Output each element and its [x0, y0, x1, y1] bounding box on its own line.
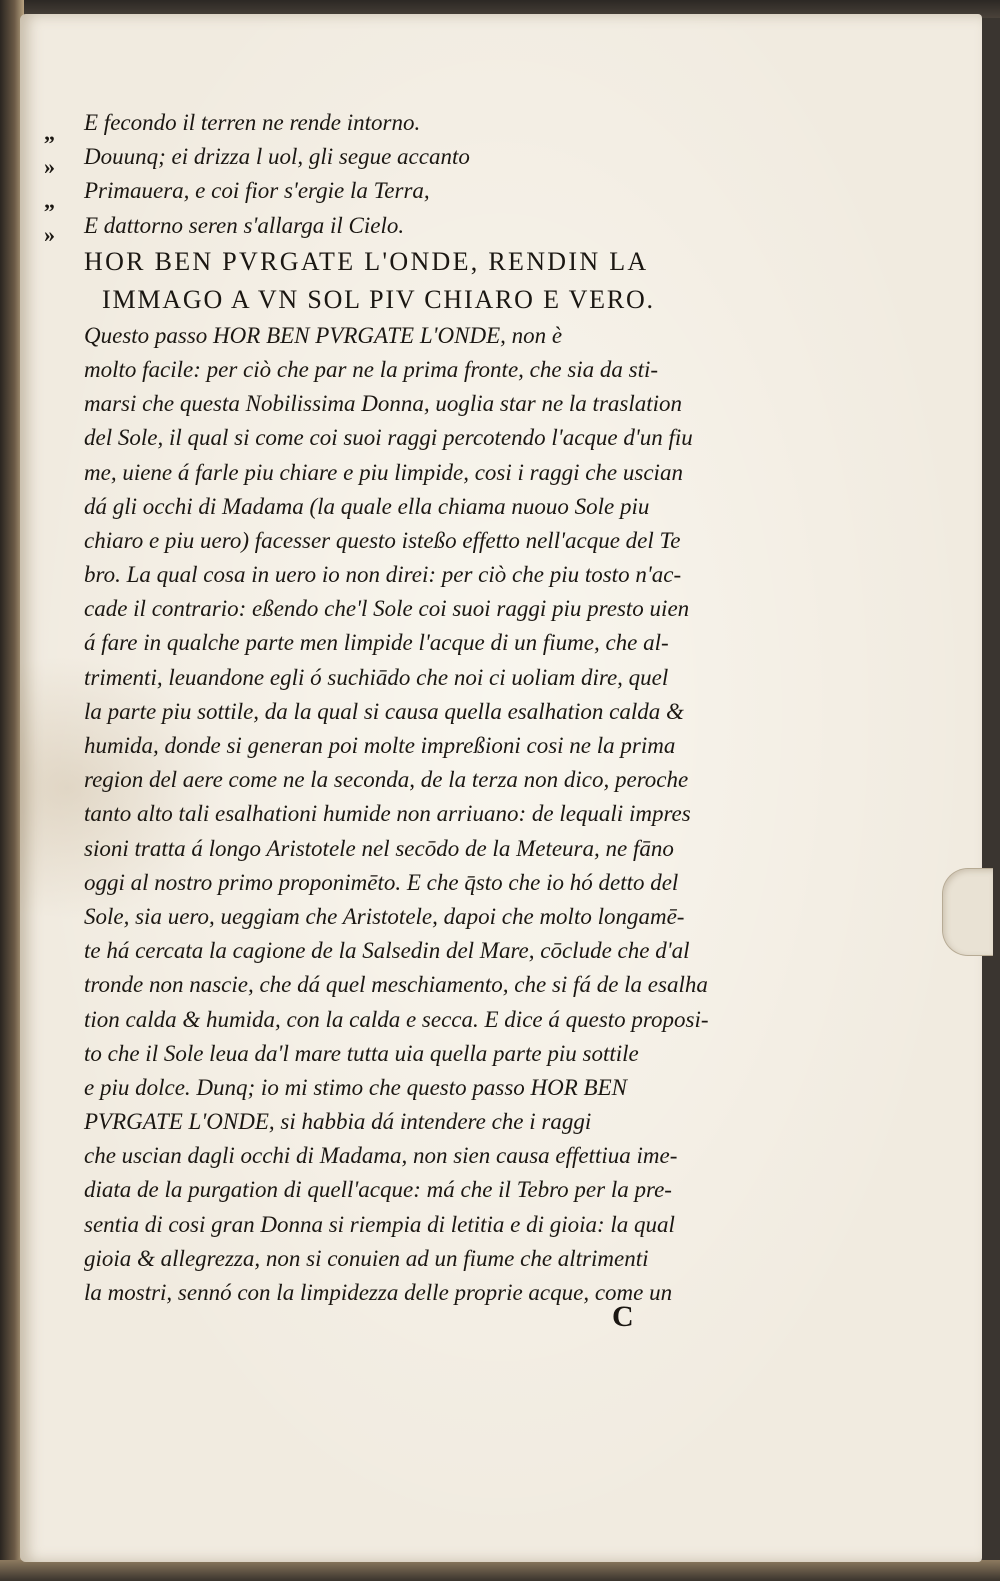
verse-line: Primauera, e coi fior s'ergie la Terra,: [84, 178, 430, 204]
commentary-line: tion calda & humida, con la calda e secca. E dice á questo proposi-: [84, 1006, 709, 1032]
page-text: [84, 106, 764, 1310]
commentary-line: to che il Sole leua da'l mare tutta uia quella parte piu sottile: [84, 1040, 639, 1066]
commentary-line: la parte piu sottile, da la qual si causa quella esalhation calda &: [84, 698, 684, 724]
commentary-line: e piu dolce. Dunq; io mi stimo che questo passo HOR BEN: [84, 1074, 627, 1100]
commentary-line: Questo passo HOR BEN PVRGATE L'ONDE, non è: [84, 322, 563, 348]
commentary-line: del Sole, il qual si come coi suoi raggi percotendo l'acque d'un fiu: [84, 425, 693, 451]
commentary-line: tanto alto tali esalhationi humide non arriuano: de lequali impres: [84, 801, 691, 827]
commentary-line: á fare in qualche parte men limpide l'acque di un fiume, che al-: [84, 630, 669, 656]
commentary-line: PVRGATE L'ONDE, si habbia dá intendere che i raggi: [84, 1109, 592, 1135]
verse-line: Douunq; ei drizza l uol, gli segue accanto: [84, 144, 470, 170]
verse-line: E dattorno seren s'allarga il Cielo.: [84, 212, 405, 238]
verse-quotation-marks: [44, 116, 74, 252]
heading-line: IMMAGO A VN SOL PIV CHIARO E VERO.: [102, 284, 655, 314]
commentary-line: trimenti, leuandone egli ó suchiādo che noi ci uoliam dire, quel: [84, 664, 669, 690]
commentary-line: gioia & allegrezza, non si conuien ad un fiume che altrimenti: [84, 1245, 649, 1271]
commentary-line: Sole, sia uero, ueggiam che Aristotele, dapoi che molto longamē-: [84, 903, 685, 929]
commentary-line: bro. La qual cosa in uero io non direi: per ciò che piu tosto n'ac-: [84, 562, 682, 588]
commentary-line: diata de la purgation di quell'acque: má che il Tebro per la pre-: [84, 1177, 672, 1203]
page-tab: [942, 868, 993, 956]
verse-mark: „: [44, 188, 55, 213]
commentary-line: me, uiene á farle piu chiare e piu limpide, cosi i raggi che uscian: [84, 459, 683, 485]
commentary-line: che uscian dagli occhi di Madama, non sien causa effettiua ime-: [84, 1143, 678, 1169]
commentary-line: sioni tratta á longo Aristotele nel secōdo de la Meteura, ne fāno: [84, 835, 674, 861]
commentary-line: dá gli occhi di Madama (la quale ella chiama nuouo Sole piu: [84, 493, 650, 519]
commentary-line: molto facile: per ciò che par ne la prima fronte, che sia da sti-: [84, 356, 659, 382]
book-bottom-edge: [0, 1560, 1000, 1581]
commentary-line: sentia di cosi gran Donna si riempia di letitia e di gioia: la qual: [84, 1211, 675, 1237]
verse-mark: „: [44, 120, 55, 145]
commentary-line: oggi al nostro primo proponimēto. E che q̄sto che io hó detto del: [84, 869, 679, 895]
signature-mark: C: [612, 1300, 634, 1333]
commentary-line: region del aere come ne la seconda, de la terza non dico, peroche: [84, 767, 689, 793]
heading-line: HOR BEN PVRGATE L'ONDE, RENDIN LA: [84, 246, 649, 276]
commentary-line: marsi che questa Nobilissima Donna, uoglia star ne la traslation: [84, 391, 683, 417]
verse-line: E fecondo il terren ne rende intorno.: [84, 110, 421, 135]
commentary-line: te há cercata la cagione de la Salsedin del Mare, cōclude che d'al: [84, 938, 690, 964]
commentary-line: cade il contrario: eßendo che'l Sole coi suoi raggi piu presto uien: [84, 596, 690, 622]
commentary-line: humida, donde si generan poi molte impreßioni cosi ne la prima: [84, 733, 676, 758]
commentary-line: tronde non nascie, che dá quel meschiamento, che si fá de la esalha: [84, 972, 708, 998]
verse-mark: »: [44, 154, 55, 179]
commentary-line: la mostri, sennó con la limpidezza delle proprie acque, come un: [84, 1280, 673, 1305]
commentary-line: chiaro e piu uero) facesser questo isteßo effetto nell'acque del Te: [84, 527, 681, 553]
verse-mark: »: [44, 222, 55, 247]
